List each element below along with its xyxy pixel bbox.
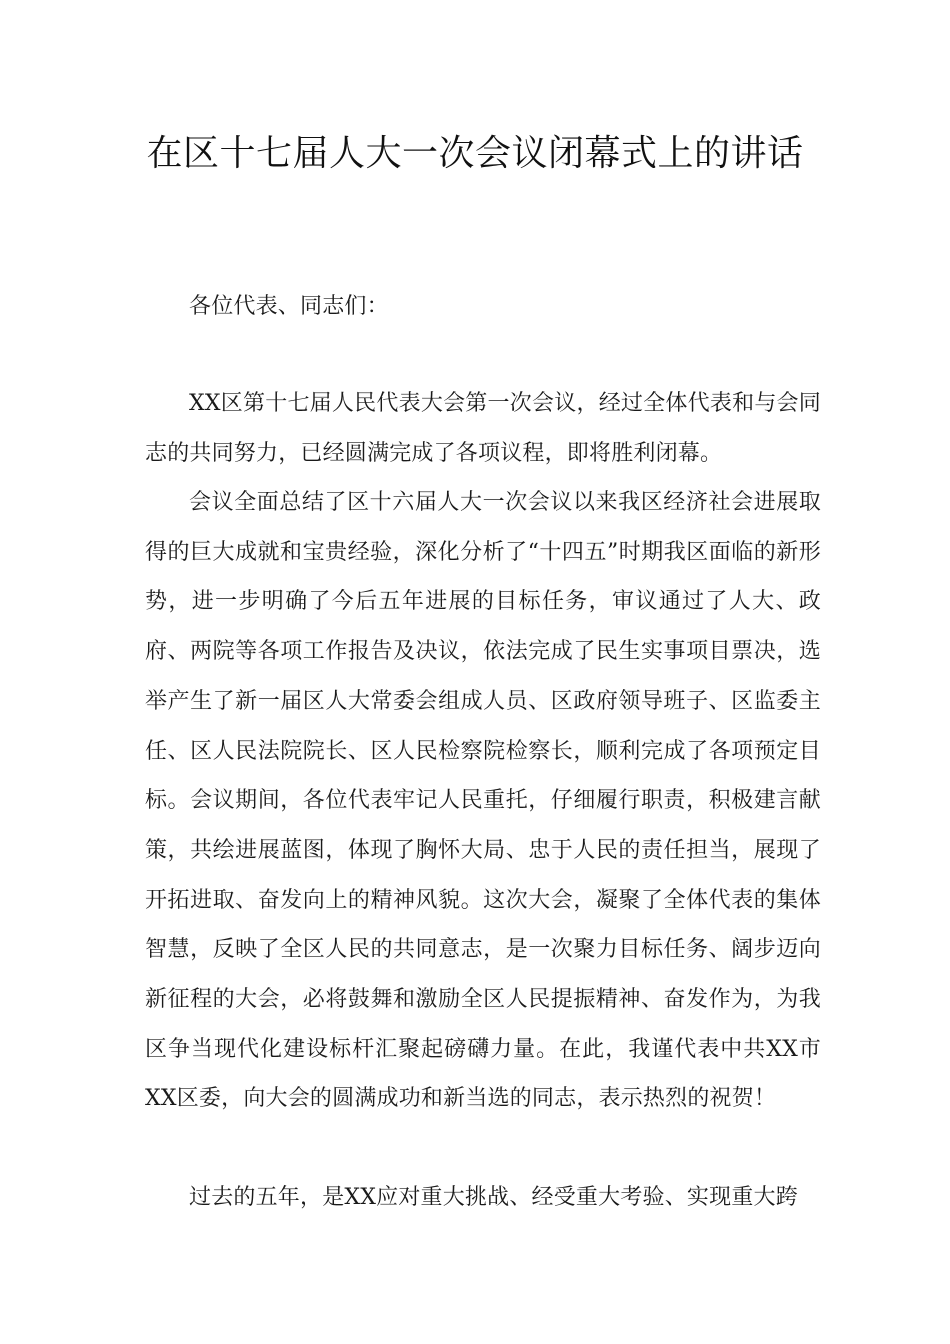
salutation: 各位代表、同志们： bbox=[189, 294, 389, 319]
paragraph-3: 过去的五年，是XX应对重大挑战、经受重大考验、实现重大跨 bbox=[189, 1185, 798, 1210]
paragraph-2: 会议全面总结了区十六届人大一次会议以来我区经济社会进展取得的巨大成就和宝贵经验，深化分析了“十四五”时期我区面临的新形势，进一步明确了今后五年进展的目标任务，审议通过了人大、政府、两院等各项工作报告及决议，依法完成了民生实事项目票决，选举产生了新一届区人大常委会组成人员、区政府领导班子、区监委主任、区人民法院院长、区人民检察院检察长，顺利完成了各项预定目标。会议期间，各位代表牢记人民重托，仔细履行职责，积极建言献策，共绘进展蓝图，体现了胸怀大局、忠于人民的责任担当，展现了开拓进取、奋发向上的精神风貌。这次大会，凝聚了全体代表的集体智慧，反映了全区人民的共同意志，是一次聚力目标任务、阔步迈向新征程的大会，必将鼓舞和激励全区人民提振精神、奋发作为，为我区争当现代化建设标杆汇聚起磅礴力量。在此，我谨代表中共XX市XX区委，向大会的圆满成功和新当选的同志，表示热烈的祝贺！ bbox=[145, 490, 821, 1112]
paragraph-1: XX区第十七届人民代表大会第一次会议，经过全体代表和与会同志的共同努力，已经圆满完成了各项议程，即将胜利闭幕。 bbox=[145, 391, 821, 466]
document-title: 在区十七届人大一次会议闭幕式上的讲话 bbox=[146, 133, 804, 174]
